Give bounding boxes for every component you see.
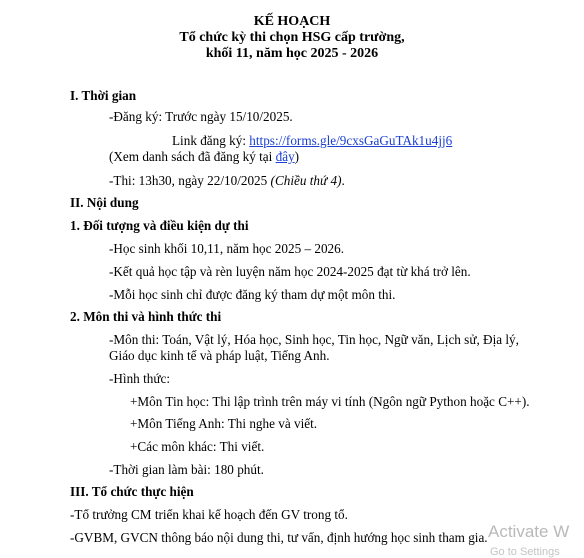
- register-deadline: -Đăng ký: Trước ngày 15/10/2025.: [109, 109, 293, 124]
- exam-time-note: (Chiều thứ 4): [270, 173, 342, 188]
- section-3-heading: III. Tổ chức thực hiện: [70, 484, 194, 499]
- eligibility-item: -Kết quả học tập và rèn luyện năm học 2024-2025 đạt từ khá trở lên.: [109, 264, 471, 279]
- exam-time: [109, 173, 345, 189]
- eligibility-item: -Mỗi học sinh chỉ được đăng ký tham dự một môn thi.: [109, 287, 396, 302]
- registered-list-suffix: ): [294, 149, 300, 164]
- subjects-line-1: -Môn thi: Toán, Vật lý, Hóa học, Sinh học, Tin học, Ngữ văn, Lịch sử, Địa lý,: [109, 332, 519, 347]
- register-link-line: [172, 133, 452, 149]
- format-item: +Môn Tiếng Anh: Thi nghe và viết.: [130, 416, 318, 431]
- section-2-heading: II. Nội dung: [70, 195, 139, 210]
- format-label: -Hình thức:: [109, 371, 170, 386]
- activation-watermark: Activate W: [488, 522, 570, 541]
- format-item: +Các môn khác: Thi viết.: [130, 439, 265, 454]
- implementation-item: -GVBM, GVCN thông báo nội dung thi, tư vấn, định hướng học sinh tham gia.: [70, 530, 488, 545]
- section-1-heading: I. Thời gian: [70, 88, 137, 103]
- format-item: +Môn Tin học: Thi lập trình trên máy vi tính (Ngôn ngữ Python hoặc C++).: [130, 394, 530, 409]
- exam-duration: -Thời gian làm bài: 180 phút.: [109, 462, 264, 477]
- doc-subtitle-2: khối 11, năm học 2025 - 2026: [205, 46, 379, 61]
- subjects-line-2: Giáo dục kinh tế và pháp luật, Tiếng Anh.: [109, 348, 330, 363]
- activation-watermark-settings: Go to Settings: [490, 546, 560, 558]
- exam-time-end: .: [341, 173, 345, 188]
- registered-list-line: [109, 149, 299, 165]
- register-form-link[interactable]: https://forms.gle/9cxsGaGuTAk1u4jj6: [249, 133, 453, 148]
- doc-title: KẾ HOẠCH: [253, 14, 331, 29]
- sub-2-heading: 2. Môn thi và hình thức thi: [70, 309, 222, 324]
- doc-subtitle-1: Tổ chức kỳ thi chọn HSG cấp trường,: [179, 30, 405, 45]
- registered-list-link[interactable]: đây: [275, 149, 295, 164]
- register-link-label: Link đăng ký:: [172, 133, 250, 148]
- registered-list-prefix: (Xem danh sách đã đăng ký tại: [109, 149, 276, 164]
- implementation-item: -Tổ trưởng CM triển khai kế hoạch đến GV trong tổ.: [70, 507, 348, 522]
- sub-1-heading: 1. Đối tượng và điều kiện dự thi: [70, 218, 249, 233]
- eligibility-item: -Học sinh khối 10,11, năm học 2025 – 2026.: [109, 241, 345, 256]
- exam-time-text: -Thi: 13h30, ngày 22/10/2025: [109, 173, 271, 188]
